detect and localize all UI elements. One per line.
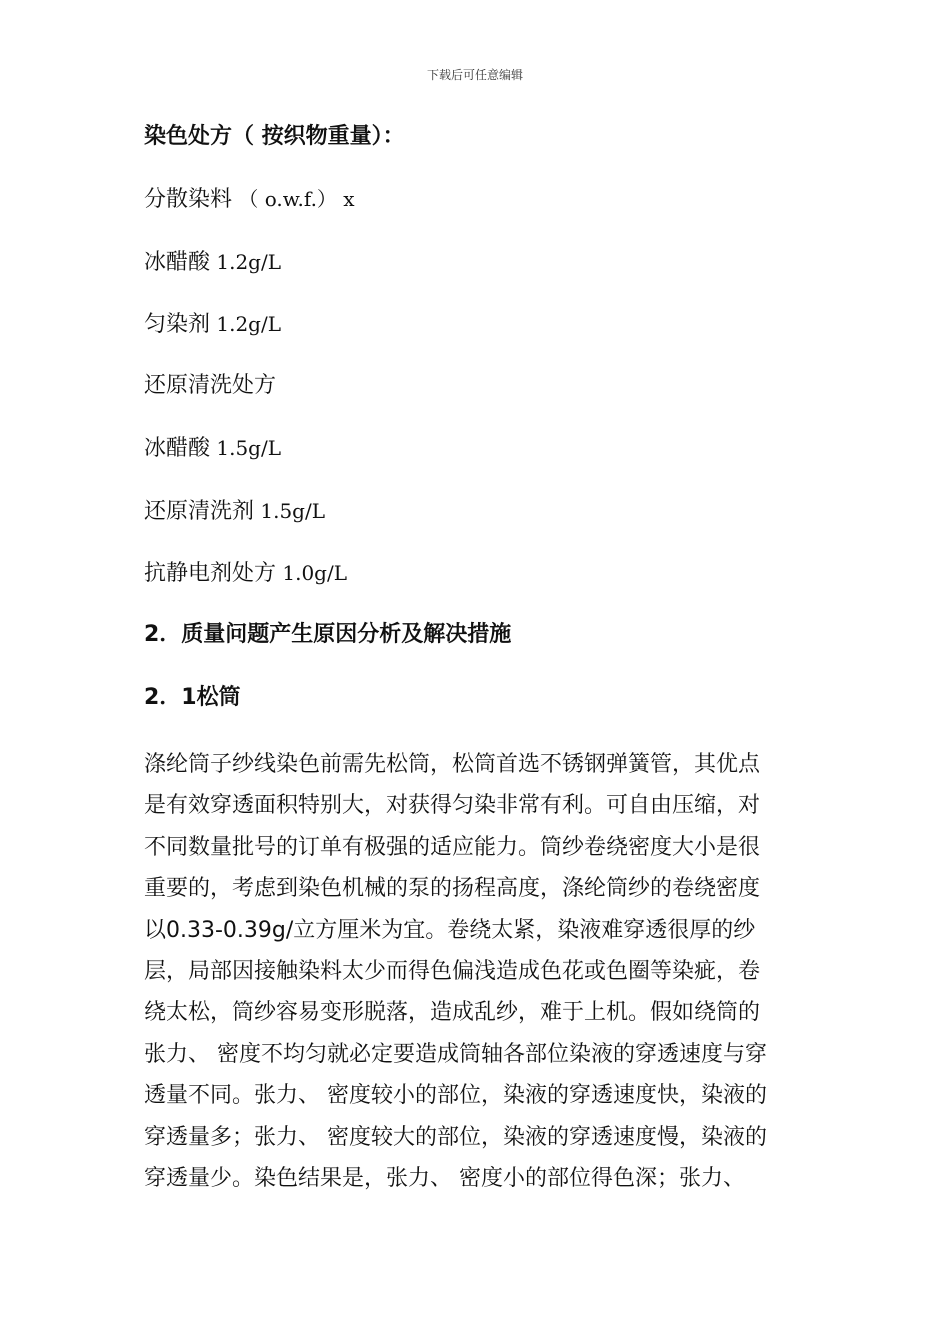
paragraph-line: 是有效穿透面积特别大，对获得匀染非常有利。可自由压缩，对	[144, 793, 761, 819]
dye-item	[144, 184, 355, 215]
reduce-item-value: 1.0g/L	[276, 561, 348, 585]
quality-section-heading: 2．质量问题产生原因分析及解决措施	[144, 622, 512, 647]
paragraph-line: 透量不同。张力、 密度较小的部位，染液的穿透速度快，染液的	[144, 1083, 767, 1109]
reduce-item-value: 1.5g/L	[254, 499, 326, 523]
paragraph-line: 不同数量批号的订单有极强的适应能力。筒纱卷绕密度大小是很	[144, 834, 761, 860]
dye-item-name: 冰醋酸	[144, 250, 211, 275]
paragraph-line: 穿透量少。染色结果是，张力、 密度小的部位得色深；张力、	[144, 1166, 745, 1192]
paragraph-line: 穿透量多；张力、 密度较大的部位，染液的穿透速度慢，染液的	[144, 1124, 767, 1150]
paragraph-line: 以0.33-0.39g/立方厘米为宜。卷绕太紧，染液难穿透很厚的纱	[144, 917, 756, 943]
dye-item-name: 匀染剂	[144, 312, 211, 337]
header-note: 下载后可任意编辑	[426, 68, 523, 82]
dye-item-name: 分散染料	[144, 187, 233, 212]
reduce-recipe-heading: 还原清洗处方	[144, 373, 277, 398]
paragraph-line: 张力、 密度不均匀就必定要造成筒轴各部位染液的穿透速度与穿	[144, 1041, 767, 1067]
reduce-item	[144, 496, 325, 527]
paragraph-line: 层，局部因接触染料太少而得色偏浅造成色花或色圈等染疵，卷	[144, 959, 761, 985]
dye-recipe-heading: 染色处方（ 按织物重量）：	[144, 124, 405, 149]
paragraph-line: 重要的，考虑到染色机械的泵的扬程高度，涤纶筒纱的卷绕密度	[144, 876, 761, 902]
reduce-item-name: 冰醋酸	[144, 436, 211, 461]
subsection-heading: 2．1松筒	[144, 685, 241, 710]
dye-item-value: 1.2g/L	[210, 250, 282, 274]
reduce-item	[144, 558, 347, 589]
dye-item-value: （ o.w.f.） x	[232, 187, 355, 211]
dye-item	[144, 247, 281, 278]
dye-item-value: 1.2g/L	[210, 312, 282, 336]
reduce-item	[144, 433, 281, 464]
reduce-item-value: 1.5g/L	[210, 436, 282, 460]
body-paragraph	[144, 744, 808, 1199]
dye-item	[144, 309, 281, 340]
reduce-item-name: 抗静电剂处方	[144, 561, 277, 586]
reduce-item-name: 还原清洗剂	[144, 499, 255, 524]
paragraph-line: 涤纶筒子纱线染色前需先松筒，松筒首选不锈钢弹簧管，其优点	[144, 752, 761, 777]
paragraph-line: 绕太松，筒纱容易变形脱落，造成乱纱，难于上机。假如绕筒的	[144, 1000, 761, 1026]
